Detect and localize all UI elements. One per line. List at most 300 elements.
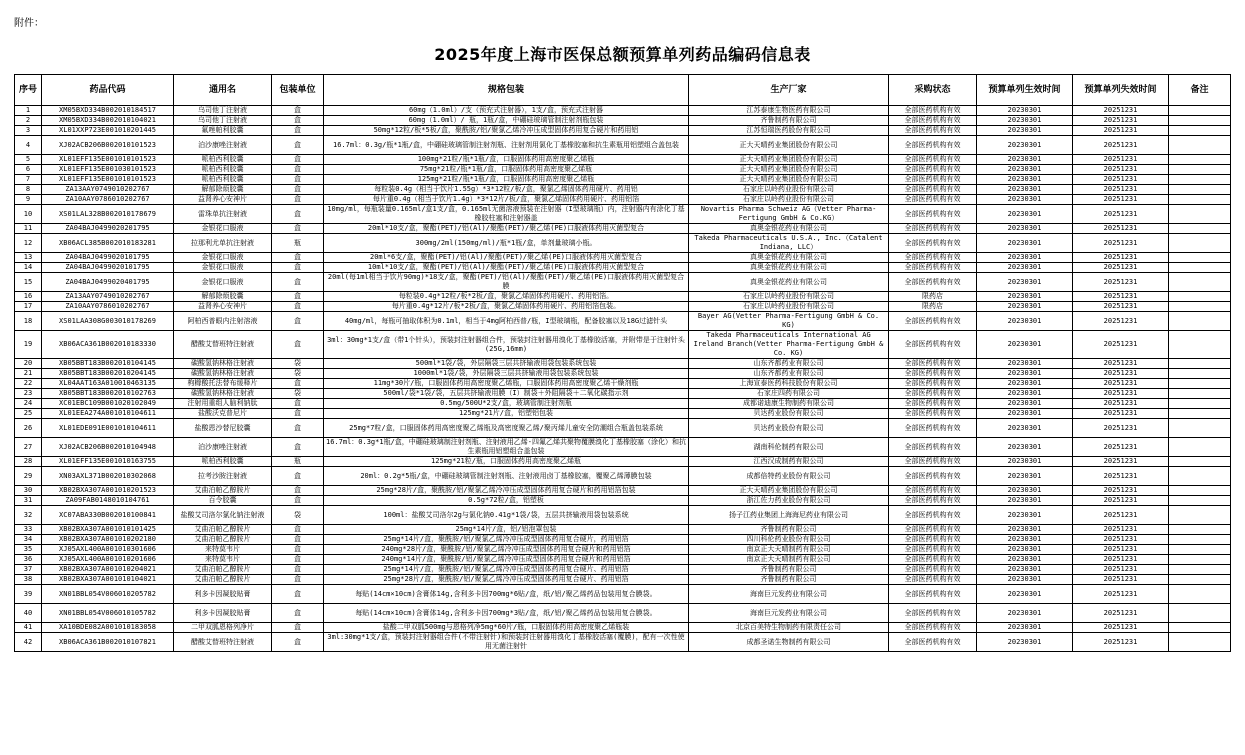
purchase-status-cell: 全部医药机构有效	[889, 331, 977, 359]
row-number-cell: 14	[15, 263, 42, 273]
expiry-date-cell: 20251231	[1073, 126, 1169, 136]
drug-code-cell: ZA13AAY0749010202767	[42, 185, 174, 195]
manufacturer-cell: 正大天晴药业集团股份有限公司	[689, 155, 889, 165]
package-unit-cell: 盒	[272, 379, 324, 389]
drug-code-cell: XB05BBT183B002010102763	[42, 389, 174, 399]
purchase-status-cell: 全部医药机构有效	[889, 273, 977, 292]
manufacturer-cell: 石家庄以岭药业股份有限公司	[689, 195, 889, 205]
effective-date-cell: 20230301	[977, 312, 1073, 331]
spec-package-cell: 100ml：盐酸艾司洛尔2g与氯化钠0.41g*1袋/袋，五层共挤输液用袋包装系统	[324, 506, 689, 525]
drug-code-cell: XN01BBL054V006010205782	[42, 585, 174, 604]
spec-package-cell: 25mg*7粒/盒，口服固体药用高密度聚乙烯瓶及高密度聚乙烯/聚丙烯儿童安全防潮组合瓶盖包装系统	[324, 419, 689, 438]
remarks-cell	[1169, 106, 1231, 116]
manufacturer-cell: 齐鲁制药有限公司	[689, 525, 889, 535]
spec-package-cell: 25mg*28片/盒，聚酰胺/铝/聚氯乙烯冷冲压成型固体药用复合硬片和药用铝箔包装	[324, 486, 689, 496]
effective-date-cell: 20230301	[977, 126, 1073, 136]
manufacturer-cell: 真奥金银花药业有限公司	[689, 273, 889, 292]
effective-date-cell: 20230301	[977, 409, 1073, 419]
generic-name-cell: 乌司他丁注射液	[174, 106, 272, 116]
spec-package-cell: 0.5g*72粒/盒，铝塑板	[324, 496, 689, 506]
expiry-date-cell: 20251231	[1073, 419, 1169, 438]
row-number-cell: 18	[15, 312, 42, 331]
generic-name-cell: 枸橼酸托法替布缓释片	[174, 379, 272, 389]
expiry-date-cell: 20251231	[1073, 409, 1169, 419]
generic-name-cell: 雷珠单抗注射液	[174, 205, 272, 224]
drug-code-cell: ZA04BAJ0499020101795	[42, 263, 174, 273]
purchase-status-cell: 全部医药机构有效	[889, 525, 977, 535]
effective-date-cell: 20230301	[977, 106, 1073, 116]
drug-code-cell: XL01EFF135E001010101523	[42, 155, 174, 165]
remarks-cell	[1169, 604, 1231, 623]
purchase-status-cell: 全部医药机构有效	[889, 496, 977, 506]
manufacturer-cell: 浙江佐力药业股份有限公司	[689, 496, 889, 506]
table-row	[15, 575, 1231, 585]
spec-package-cell: 3ml：30mg*1支/盒（带1个针头），预装封注射器组合件，预装封注射器用溴化丁基橡胶活塞，并附带是于注射针头(25G,16mm)	[324, 331, 689, 359]
manufacturer-cell: 海南巨元发药业有限公司	[689, 585, 889, 604]
expiry-date-cell: 20251231	[1073, 525, 1169, 535]
table-row	[15, 585, 1231, 604]
purchase-status-cell: 全部医药机构有效	[889, 565, 977, 575]
package-unit-cell: 盒	[272, 263, 324, 273]
table-row	[15, 496, 1231, 506]
row-number-cell: 19	[15, 331, 42, 359]
generic-name-cell: 氟唑帕利胶囊	[174, 126, 272, 136]
spec-package-cell: 300mg/2ml(150mg/ml)/瓶*1瓶/盒，单剂量玻璃小瓶。	[324, 234, 689, 253]
generic-name-cell: 醋酸艾替班特注射液	[174, 331, 272, 359]
generic-name-cell: 艾曲泊帕乙醇胺片	[174, 535, 272, 545]
drug-code-cell: XM05BXD334B002010184517	[42, 106, 174, 116]
expiry-date-cell: 20251231	[1073, 369, 1169, 379]
remarks-cell	[1169, 486, 1231, 496]
purchase-status-cell: 全部医药机构有效	[889, 263, 977, 273]
package-unit-cell: 盒	[272, 155, 324, 165]
purchase-status-cell: 全部医药机构有效	[889, 545, 977, 555]
row-number-cell: 12	[15, 234, 42, 253]
spec-package-cell: 10ml*10支/盒，聚酯(PET)/铝(Al)/聚酯(PET)/聚乙烯(PE)口服液体药用灭菌型复合	[324, 263, 689, 273]
manufacturer-cell: 石家庄以岭药业股份有限公司	[689, 302, 889, 312]
manufacturer-cell: 贝达药业股份有限公司	[689, 409, 889, 419]
remarks-cell	[1169, 585, 1231, 604]
remarks-cell	[1169, 399, 1231, 409]
spec-package-cell: 每片重0.4g（相当于饮片1.4g）*3*12片/板/盒，聚氯乙烯固体药用硬片、药用铝箔	[324, 195, 689, 205]
table-row	[15, 185, 1231, 195]
manufacturer-cell: 真奥金银花药业有限公司	[689, 253, 889, 263]
remarks-cell	[1169, 175, 1231, 185]
expiry-date-cell: 20251231	[1073, 253, 1169, 263]
package-unit-cell: 盒	[272, 633, 324, 652]
drug-code-cell: XB02BXA307A001010201523	[42, 486, 174, 496]
drug-code-cell: XM05BXD334B002010104021	[42, 116, 174, 126]
purchase-status-cell: 全部医药机构有效	[889, 604, 977, 623]
drug-code-cell: ZA10AAY0786010202767	[42, 302, 174, 312]
table-row	[15, 389, 1231, 399]
manufacturer-cell: 石家庄以岭药业股份有限公司	[689, 292, 889, 302]
remarks-cell	[1169, 369, 1231, 379]
package-unit-cell: 袋	[272, 369, 324, 379]
spec-package-cell: 25mg*14片/盒，聚酰胺/铝/聚氯乙烯冷冲压成型固体药用复合硬片，药用铝箔	[324, 535, 689, 545]
table-row	[15, 205, 1231, 224]
remarks-cell	[1169, 623, 1231, 633]
expiry-date-cell: 20251231	[1073, 302, 1169, 312]
package-unit-cell: 袋	[272, 359, 324, 369]
row-number-cell: 24	[15, 399, 42, 409]
generic-name-cell: 金银花口服液	[174, 273, 272, 292]
header-cell: 药品代码	[42, 75, 174, 106]
expiry-date-cell: 20251231	[1073, 331, 1169, 359]
spec-package-cell: 1000ml*1袋/袋，外层隔袋三层共挤输液用袋包装系统包装	[324, 369, 689, 379]
package-unit-cell: 盒	[272, 224, 324, 234]
row-number-cell: 36	[15, 555, 42, 565]
spec-package-cell: 盐酸二甲双胍500mg与恩格列净5mg*60片/瓶，口服固体药用高密度聚乙烯瓶装	[324, 623, 689, 633]
effective-date-cell: 20230301	[977, 535, 1073, 545]
drug-code-cell: XL01EEA274A001010104611	[42, 409, 174, 419]
remarks-cell	[1169, 535, 1231, 545]
purchase-status-cell: 全部医药机构有效	[889, 195, 977, 205]
package-unit-cell: 盒	[272, 195, 324, 205]
purchase-status-cell: 全部医药机构有效	[889, 205, 977, 224]
effective-date-cell: 20230301	[977, 457, 1073, 467]
spec-package-cell: 500ml*1袋/袋，外层隔袋三层共挤输液用袋包装系统包装	[324, 359, 689, 369]
table-header-row	[15, 75, 1231, 106]
generic-name-cell: 醋酸艾替班特注射液	[174, 633, 272, 652]
expiry-date-cell: 20251231	[1073, 165, 1169, 175]
manufacturer-cell: Takeda Pharmaceuticals International AG Ireland Branch(Vetter Pharma-Fertigung GmbH & Co. KG)	[689, 331, 889, 359]
table-row	[15, 535, 1231, 545]
table-row	[15, 126, 1231, 136]
package-unit-cell: 盒	[272, 623, 324, 633]
manufacturer-cell: Bayer AG(Vetter Pharma-Fertigung GmbH & Co. KG)	[689, 312, 889, 331]
manufacturer-cell: 石家庄四药有限公司	[689, 389, 889, 399]
row-number-cell: 40	[15, 604, 42, 623]
table-row	[15, 312, 1231, 331]
effective-date-cell: 20230301	[977, 155, 1073, 165]
expiry-date-cell: 20251231	[1073, 106, 1169, 116]
drug-code-cell: XN01BBL054V006010105782	[42, 604, 174, 623]
row-number-cell: 10	[15, 205, 42, 224]
effective-date-cell: 20230301	[977, 506, 1073, 525]
table-row	[15, 292, 1231, 302]
manufacturer-cell: 上海宣泰医药科技股份有限公司	[689, 379, 889, 389]
manufacturer-cell: 江西汉成制药有限公司	[689, 457, 889, 467]
row-number-cell: 16	[15, 292, 42, 302]
table-row	[15, 331, 1231, 359]
table-row	[15, 165, 1231, 175]
drug-code-cell: XS01LAA308G003010178269	[42, 312, 174, 331]
remarks-cell	[1169, 457, 1231, 467]
generic-name-cell: 解郁除烦胶囊	[174, 292, 272, 302]
manufacturer-cell: 江苏恒瑞医药股份有限公司	[689, 126, 889, 136]
package-unit-cell: 盒	[272, 438, 324, 457]
manufacturer-cell: 成都诺迪康生物制药有限公司	[689, 399, 889, 409]
manufacturer-cell: 扬子江药业集团上海海尼药业有限公司	[689, 506, 889, 525]
remarks-cell	[1169, 136, 1231, 155]
generic-name-cell: 拉考沙胺注射液	[174, 467, 272, 486]
effective-date-cell: 20230301	[977, 604, 1073, 623]
drug-code-cell: XL04AAT163A010010463135	[42, 379, 174, 389]
row-number-cell: 2	[15, 116, 42, 126]
remarks-cell	[1169, 273, 1231, 292]
generic-name-cell: 百令胶囊	[174, 496, 272, 506]
row-number-cell: 33	[15, 525, 42, 535]
generic-name-cell: 艾曲泊帕乙醇胺片	[174, 575, 272, 585]
purchase-status-cell: 全部医药机构有效	[889, 106, 977, 116]
package-unit-cell: 瓶	[272, 234, 324, 253]
spec-package-cell: 每粒装0.4g（相当于饮片1.55g）*3*12粒/板/盒，聚氯乙烯固体药用硬片、药用铝	[324, 185, 689, 195]
generic-name-cell: 艾曲泊帕乙醇胺片	[174, 565, 272, 575]
table-row	[15, 409, 1231, 419]
package-unit-cell: 盒	[272, 331, 324, 359]
drug-code-cell: XC07ABA330B002010100841	[42, 506, 174, 525]
purchase-status-cell: 全部医药机构有效	[889, 116, 977, 126]
remarks-cell	[1169, 234, 1231, 253]
generic-name-cell: 哌柏西利胶囊	[174, 155, 272, 165]
manufacturer-cell: 山东齐都药业有限公司	[689, 359, 889, 369]
spec-package-cell: 500ml/袋*1袋/袋，五层共挤输液用膜（I）制袋＋外阻隔袋＋二氧化碳指示剂	[324, 389, 689, 399]
header-cell: 预算单列失效时间	[1073, 75, 1169, 106]
generic-name-cell: 注射用重组人脑利钠肽	[174, 399, 272, 409]
expiry-date-cell: 20251231	[1073, 438, 1169, 457]
table-row	[15, 565, 1231, 575]
manufacturer-cell: 正大天晴药业集团股份有限公司	[689, 136, 889, 155]
package-unit-cell: 盒	[272, 555, 324, 565]
row-number-cell: 17	[15, 302, 42, 312]
package-unit-cell: 盒	[272, 604, 324, 623]
table-row	[15, 604, 1231, 623]
generic-name-cell: 利多卡因凝胶贴膏	[174, 585, 272, 604]
package-unit-cell: 盒	[272, 545, 324, 555]
manufacturer-cell: Takeda Pharmaceuticals U.S.A., Inc.（Catalent Indiana, LLC）	[689, 234, 889, 253]
remarks-cell	[1169, 263, 1231, 273]
effective-date-cell: 20230301	[977, 389, 1073, 399]
generic-name-cell: 乌司他丁注射液	[174, 116, 272, 126]
remarks-cell	[1169, 409, 1231, 419]
drug-code-cell: XA10BDE082A001010183058	[42, 623, 174, 633]
expiry-date-cell: 20251231	[1073, 555, 1169, 565]
row-number-cell: 8	[15, 185, 42, 195]
purchase-status-cell: 全部医药机构有效	[889, 126, 977, 136]
row-number-cell: 5	[15, 155, 42, 165]
spec-package-cell: 11mg*30片/瓶，口服固体药用高密度聚乙烯瓶，口服固体药用高密度聚乙烯干燥剂瓶	[324, 379, 689, 389]
table-row	[15, 195, 1231, 205]
drug-code-cell: XL01EDE091E001010104611	[42, 419, 174, 438]
expiry-date-cell: 20251231	[1073, 623, 1169, 633]
expiry-date-cell: 20251231	[1073, 185, 1169, 195]
row-number-cell: 21	[15, 369, 42, 379]
effective-date-cell: 20230301	[977, 205, 1073, 224]
spec-package-cell: 每片重0.4g*12片/板*2板/盒，聚氯乙烯固体药用硬片、药用铝箔包装。	[324, 302, 689, 312]
expiry-date-cell: 20251231	[1073, 565, 1169, 575]
table-row	[15, 457, 1231, 467]
table-row	[15, 633, 1231, 652]
effective-date-cell: 20230301	[977, 273, 1073, 292]
spec-package-cell: 20ml*10支/盒，聚酯(PET)/铝(Al)/聚酯(PET)/聚乙烯(PE)口服液体药用灭菌型复合	[324, 224, 689, 234]
expiry-date-cell: 20251231	[1073, 263, 1169, 273]
spec-package-cell: 25mg*28片/盒，聚酰胺/铝/聚氯乙烯冷冲压成型固体药用复合硬片、药用铝箔	[324, 575, 689, 585]
table-row	[15, 438, 1231, 457]
generic-name-cell: 金银花口服液	[174, 224, 272, 234]
spec-package-cell: 10mg/ml，每瓶装量0.165ml/盒1支/盒，0.165ml无菌溶液预装在注射器（I型玻璃瓶）内，注射器内有涂化丁基橡胶柱塞和注射器盖	[324, 205, 689, 224]
drug-code-cell: XB06ACL385B002010183281	[42, 234, 174, 253]
table-row	[15, 623, 1231, 633]
drug-code-cell: XN03AXL371B002010302068	[42, 467, 174, 486]
table-row	[15, 155, 1231, 165]
generic-name-cell: 益肾养心安神片	[174, 302, 272, 312]
remarks-cell	[1169, 312, 1231, 331]
spec-package-cell: 125mg*21粒/瓶*1瓶/盒，口服固体药用高密度聚乙烯瓶	[324, 175, 689, 185]
purchase-status-cell: 全部医药机构有效	[889, 623, 977, 633]
spec-package-cell: 25mg*14片/盒，铝/铝泡罩包装	[324, 525, 689, 535]
package-unit-cell: 盒	[272, 292, 324, 302]
drug-code-cell: ZA04BAJ0499020101795	[42, 253, 174, 263]
drug-code-cell: XB05BBT183B002010204145	[42, 369, 174, 379]
purchase-status-cell: 全部医药机构有效	[889, 175, 977, 185]
table-row	[15, 506, 1231, 525]
expiry-date-cell: 20251231	[1073, 359, 1169, 369]
package-unit-cell: 盒	[272, 419, 324, 438]
effective-date-cell: 20230301	[977, 195, 1073, 205]
table-row	[15, 545, 1231, 555]
purchase-status-cell: 全部医药机构有效	[889, 438, 977, 457]
purchase-status-cell: 全部医药机构有效	[889, 185, 977, 195]
package-unit-cell: 盒	[272, 399, 324, 409]
remarks-cell	[1169, 331, 1231, 359]
spec-package-cell: 20ml*6支/盒，聚酯(PET)/铝(Al)/聚酯(PET)/聚乙烯(PE)口服液体药用灭菌型复合	[324, 253, 689, 263]
remarks-cell	[1169, 116, 1231, 126]
manufacturer-cell: 正大天晴药业集团股份有限公司	[689, 486, 889, 496]
purchase-status-cell: 全部医药机构有效	[889, 224, 977, 234]
row-number-cell: 3	[15, 126, 42, 136]
table-row	[15, 359, 1231, 369]
expiry-date-cell: 20251231	[1073, 467, 1169, 486]
drug-code-cell: XJ02ACB206B002010101523	[42, 136, 174, 155]
row-number-cell: 25	[15, 409, 42, 419]
expiry-date-cell: 20251231	[1073, 195, 1169, 205]
effective-date-cell: 20230301	[977, 399, 1073, 409]
generic-name-cell: 阿柏西普眼内注射溶液	[174, 312, 272, 331]
table-row	[15, 419, 1231, 438]
generic-name-cell: 金银花口服液	[174, 253, 272, 263]
package-unit-cell: 盒	[272, 585, 324, 604]
manufacturer-cell: 真奥金银花药业有限公司	[689, 224, 889, 234]
package-unit-cell: 盒	[272, 486, 324, 496]
header-cell: 包装单位	[272, 75, 324, 106]
table-row	[15, 399, 1231, 409]
package-unit-cell: 盒	[272, 253, 324, 263]
package-unit-cell: 盒	[272, 312, 324, 331]
generic-name-cell: 艾曲泊帕乙醇胺片	[174, 486, 272, 496]
row-number-cell: 13	[15, 253, 42, 263]
drug-code-cell: XJ05AXL400A001010201606	[42, 555, 174, 565]
package-unit-cell: 盒	[272, 116, 324, 126]
expiry-date-cell: 20251231	[1073, 457, 1169, 467]
effective-date-cell: 20230301	[977, 253, 1073, 263]
spec-package-cell: 75mg*21粒/瓶*1瓶/盒，口服固体药用高密度聚乙烯瓶	[324, 165, 689, 175]
row-number-cell: 6	[15, 165, 42, 175]
purchase-status-cell: 全部医药机构有效	[889, 389, 977, 399]
manufacturer-cell: 北京百美特生物制药有限责任公司	[689, 623, 889, 633]
drug-code-cell: ZA10AAY0786010202767	[42, 195, 174, 205]
table-row	[15, 136, 1231, 155]
spec-package-cell: 125mg*21片/盒，铝塑铝包装	[324, 409, 689, 419]
effective-date-cell: 20230301	[977, 165, 1073, 175]
drug-code-cell: XB02BXA307A001010104021	[42, 575, 174, 585]
row-number-cell: 27	[15, 438, 42, 457]
manufacturer-cell: 真奥金银花药业有限公司	[689, 263, 889, 273]
drug-code-cell: XB02BXA307A001010202180	[42, 535, 174, 545]
purchase-status-cell: 全部医药机构有效	[889, 136, 977, 155]
remarks-cell	[1169, 302, 1231, 312]
header-cell: 通用名	[174, 75, 272, 106]
purchase-status-cell: 全部医药机构有效	[889, 585, 977, 604]
generic-name-cell: 解郁除烦胶囊	[174, 185, 272, 195]
row-number-cell: 31	[15, 496, 42, 506]
manufacturer-cell: 正大天晴药业集团股份有限公司	[689, 165, 889, 175]
effective-date-cell: 20230301	[977, 331, 1073, 359]
header-cell: 序号	[15, 75, 42, 106]
package-unit-cell: 袋	[272, 506, 324, 525]
effective-date-cell: 20230301	[977, 486, 1073, 496]
drug-code-cell: XJ02ACB206B002010104948	[42, 438, 174, 457]
manufacturer-cell: 石家庄以岭药业股份有限公司	[689, 185, 889, 195]
expiry-date-cell: 20251231	[1073, 399, 1169, 409]
drug-code-cell: XB05BBT183B002010104145	[42, 359, 174, 369]
expiry-date-cell: 20251231	[1073, 155, 1169, 165]
remarks-cell	[1169, 224, 1231, 234]
generic-name-cell: 碳酸氢钠林格注射液	[174, 359, 272, 369]
remarks-cell	[1169, 292, 1231, 302]
effective-date-cell: 20230301	[977, 185, 1073, 195]
drug-code-cell: XB02BXA307A001010204021	[42, 565, 174, 575]
spec-package-cell: 60mg（1.0ml）/ 瓶，1瓶/盒，中硼硅玻璃管制注射剂瓶包装	[324, 116, 689, 126]
expiry-date-cell: 20251231	[1073, 506, 1169, 525]
drug-code-cell: ZA13AAY0749010202767	[42, 292, 174, 302]
purchase-status-cell: 全部医药机构有效	[889, 312, 977, 331]
table-row	[15, 273, 1231, 292]
manufacturer-cell: 贝达药业股份有限公司	[689, 419, 889, 438]
generic-name-cell: 泊沙康唑注射液	[174, 136, 272, 155]
generic-name-cell: 利多卡因凝胶贴膏	[174, 604, 272, 623]
expiry-date-cell: 20251231	[1073, 633, 1169, 652]
effective-date-cell: 20230301	[977, 369, 1073, 379]
manufacturer-cell: 成都倍特药业股份有限公司	[689, 467, 889, 486]
generic-name-cell: 来特莫韦片	[174, 555, 272, 565]
expiry-date-cell: 20251231	[1073, 224, 1169, 234]
package-unit-cell: 盒	[272, 185, 324, 195]
purchase-status-cell: 全部医药机构有效	[889, 399, 977, 409]
purchase-status-cell: 全部医药机构有效	[889, 409, 977, 419]
row-number-cell: 4	[15, 136, 42, 155]
table-row	[15, 175, 1231, 185]
manufacturer-cell: 南京正大天晴制药有限公司	[689, 555, 889, 565]
drug-code-cell: XJ05AXL400A001010301606	[42, 545, 174, 555]
remarks-cell	[1169, 379, 1231, 389]
manufacturer-cell: 四川科伦药业股份有限公司	[689, 535, 889, 545]
remarks-cell	[1169, 575, 1231, 585]
expiry-date-cell: 20251231	[1073, 604, 1169, 623]
document-title: 2025年度上海市医保总额预算单列药品编码信息表	[434, 45, 811, 64]
remarks-cell	[1169, 359, 1231, 369]
drug-code-cell: XB06ACA361B002010183330	[42, 331, 174, 359]
package-unit-cell: 盒	[272, 106, 324, 116]
effective-date-cell: 20230301	[977, 263, 1073, 273]
remarks-cell	[1169, 195, 1231, 205]
spec-package-cell: 60mg（1.0ml）/支（预充式注射器），1支/盒，预充式注射器	[324, 106, 689, 116]
purchase-status-cell: 全部医药机构有效	[889, 486, 977, 496]
effective-date-cell: 20230301	[977, 496, 1073, 506]
generic-name-cell: 哌柏西利胶囊	[174, 165, 272, 175]
spec-package-cell: 每粒装0.4g*12粒/板*2板/盒，聚氯乙烯固体药用硬片、药用铝箔。	[324, 292, 689, 302]
package-unit-cell: 盒	[272, 136, 324, 155]
